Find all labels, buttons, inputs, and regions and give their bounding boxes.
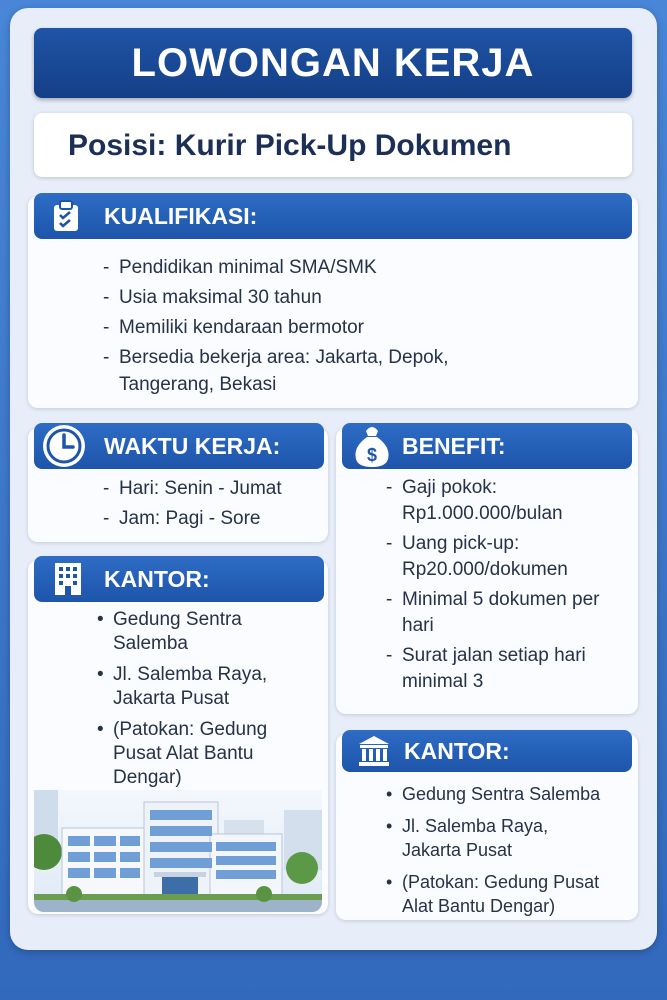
list-item: • Gedung Sentra Salemba [386, 782, 626, 806]
list-item: - Hari: Senin - Jumat [103, 475, 323, 502]
list-item: - Bersedia bekerja area: Jakarta, Depok, Tangerang, Bekasi [103, 344, 523, 398]
kantor-right-heading: KANTOR: [404, 738, 510, 764]
clipboard-icon [48, 198, 84, 234]
list-item: • Jl. Salemba Raya, Jakarta Pusat [97, 663, 297, 711]
bank-building-icon [356, 733, 392, 769]
waktu-kerja-header [34, 423, 324, 469]
waktu-kerja-list [103, 475, 323, 532]
list-item: - Pendidikan minimal SMA/SMK [103, 254, 523, 281]
list-item: - Memiliki kendaraan bermotor [103, 314, 523, 341]
benefit-heading: BENEFIT: [402, 433, 506, 459]
list-item: • Jl. Salemba Raya, Jakarta Pusat [386, 814, 562, 862]
list-item: • Gedung Sentra Salemba [97, 608, 297, 656]
money-bag-icon [352, 422, 392, 470]
position-text: Posisi: Kurir Pick-Up Dokumen [68, 129, 512, 162]
list-item: - Usia maksimal 30 tahun [103, 284, 523, 311]
position-box [34, 113, 632, 177]
benefit-header [342, 423, 632, 469]
poster-title: LOWONGAN KERJA [34, 28, 632, 98]
kantor-right-header [342, 730, 632, 772]
office-building-illustration [34, 790, 322, 912]
benefit-list [386, 475, 616, 699]
kantor-left-header [34, 556, 324, 602]
list-item: - Minimal 5 dokumen per hari [386, 587, 616, 639]
kantor-right-list [386, 782, 626, 925]
list-item: • (Patokan: Gedung Pusat Alat Bantu Dengar) [97, 718, 297, 790]
list-item: - Jam: Pagi - Sore [103, 505, 323, 532]
clock-icon [40, 422, 88, 470]
kantor-left-list [97, 608, 297, 797]
list-item: - Surat jalan setiap hari minimal 3 [386, 643, 616, 695]
kualifikasi-heading: KUALIFIKASI: [104, 203, 258, 229]
list-item: - Gaji pokok: Rp1.000.000/bulan [386, 475, 616, 527]
office-building-icon [50, 560, 86, 596]
svg-text:$: $ [366, 445, 378, 465]
list-item: - Uang pick-up: Rp20.000/dokumen [386, 531, 616, 583]
kualifikasi-list [103, 254, 523, 398]
waktu-kerja-heading: WAKTU KERJA: [104, 433, 281, 459]
list-item: • (Patokan: Gedung Pusat Alat Bantu Dengar) [386, 870, 626, 918]
kantor-left-heading: KANTOR: [104, 566, 210, 592]
kualifikasi-header [34, 193, 632, 239]
